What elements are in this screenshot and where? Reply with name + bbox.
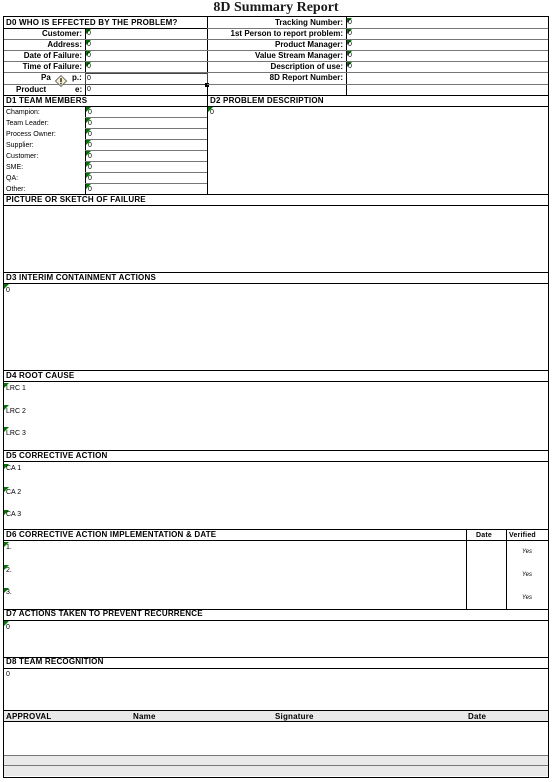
product-manager-label: Product Manager:: [274, 40, 343, 49]
tracking-number-value[interactable]: 0: [348, 19, 352, 26]
prevent-recurrence-value[interactable]: 0: [6, 624, 10, 631]
d6-header: D6 CORRECTIVE ACTION IMPLEMENTATION & DATE: [6, 530, 217, 539]
qa-label: QA:: [6, 175, 19, 182]
address-label: Address:: [47, 40, 82, 49]
corrective-action-1[interactable]: CA 1: [6, 465, 22, 472]
root-cause-3[interactable]: LRC 3: [6, 430, 26, 437]
description-of-use-label: Description of use:: [270, 62, 343, 71]
implementation-item-3[interactable]: 3.: [6, 589, 12, 596]
picture-area[interactable]: [4, 206, 548, 272]
champion-value[interactable]: 0: [88, 109, 92, 116]
page-title: 8D Summary Report: [213, 0, 339, 15]
part-number-label-tail: p.:: [72, 73, 82, 82]
supplier-value[interactable]: 0: [88, 142, 92, 149]
product-manager-value[interactable]: 0: [348, 41, 352, 48]
description-of-use-value[interactable]: 0: [348, 63, 352, 70]
root-cause-2[interactable]: LRC 2: [6, 408, 26, 415]
sme-value[interactable]: 0: [88, 164, 92, 171]
warning-diamond-icon[interactable]: [55, 75, 67, 87]
approval-date-header: Date: [468, 712, 487, 721]
team-leader-value[interactable]: 0: [88, 120, 92, 127]
implementation-item-2[interactable]: 2.: [6, 567, 12, 574]
8d-report-number-label: 8D Report Number:: [269, 73, 343, 82]
picture-header: PICTURE OR SKETCH OF FAILURE: [6, 195, 146, 204]
champion-label: Champion:: [6, 109, 40, 116]
verified-1[interactable]: Yes: [522, 549, 533, 555]
implementation-item-1[interactable]: 1.: [6, 544, 12, 551]
root-cause-1[interactable]: LRC 1: [6, 385, 26, 392]
d5-header: D5 CORRECTIVE ACTION: [6, 451, 108, 460]
first-reporter-value[interactable]: 0: [348, 30, 352, 37]
part-number-label-head: Pa: [41, 73, 51, 82]
d1-header: D1 TEAM MEMBERS: [6, 96, 88, 105]
customer-value[interactable]: 0: [87, 30, 91, 37]
product-value[interactable]: 0: [87, 86, 91, 93]
other-value[interactable]: 0: [88, 186, 92, 193]
verified-3[interactable]: Yes: [522, 595, 533, 601]
qa-value[interactable]: 0: [88, 175, 92, 182]
date-of-failure-value[interactable]: 0: [87, 52, 91, 59]
part-number-value[interactable]: 0: [87, 75, 91, 82]
team-leader-label: Team Leader:: [6, 120, 49, 127]
team-customer-label: Customer:: [6, 153, 39, 160]
tracking-number-label: Tracking Number:: [274, 18, 343, 27]
d7-header: D7 ACTIONS TAKEN TO PREVENT RECURRENCE: [6, 609, 203, 618]
product-label-tail: e:: [75, 85, 83, 94]
verified-column-header: Verified: [509, 532, 536, 539]
d2-header: D2 PROBLEM DESCRIPTION: [210, 96, 324, 105]
corrective-action-3[interactable]: CA 3: [6, 511, 22, 518]
corrective-action-2[interactable]: CA 2: [6, 489, 22, 496]
approval-name-header: Name: [133, 712, 156, 721]
date-of-failure-label: Date of Failure:: [23, 51, 82, 60]
other-label: Other:: [6, 186, 26, 193]
sme-label: SME:: [6, 164, 24, 171]
d4-header: D4 ROOT CAUSE: [6, 371, 75, 380]
address-value[interactable]: 0: [87, 41, 91, 48]
d8-header: D8 TEAM RECOGNITION: [6, 657, 104, 666]
value-stream-manager-value[interactable]: 0: [348, 52, 352, 59]
process-owner-value[interactable]: 0: [88, 131, 92, 138]
supplier-label: Supplier:: [6, 142, 34, 149]
value-stream-manager-label: Value Stream Manager:: [254, 51, 343, 60]
d3-header: D3 INTERIM CONTAINMENT ACTIONS: [6, 273, 156, 282]
team-customer-value[interactable]: 0: [88, 153, 92, 160]
process-owner-label: Process Owner:: [6, 131, 56, 138]
time-of-failure-value[interactable]: 0: [87, 63, 91, 70]
first-reporter-label: 1st Person to report problem:: [230, 29, 343, 38]
approval-signature-area[interactable]: [4, 722, 548, 755]
customer-label: Customer:: [41, 29, 82, 38]
containment-value[interactable]: 0: [6, 287, 10, 294]
date-column-header: Date: [476, 532, 492, 539]
report-sheet: [3, 16, 549, 778]
approval-signature-header: Signature: [275, 712, 314, 721]
verified-2[interactable]: Yes: [522, 572, 533, 578]
product-label-head: Product: [16, 85, 47, 94]
approval-header: APPROVAL: [6, 712, 52, 721]
problem-description-value[interactable]: 0: [210, 109, 214, 116]
d0-header: D0 WHO IS EFFECTED BY THE PROBLEM?: [6, 18, 178, 27]
time-of-failure-label: Time of Failure:: [22, 62, 82, 71]
part-number-selected-cell[interactable]: [85, 73, 208, 85]
team-recognition-value[interactable]: 0: [6, 671, 10, 678]
